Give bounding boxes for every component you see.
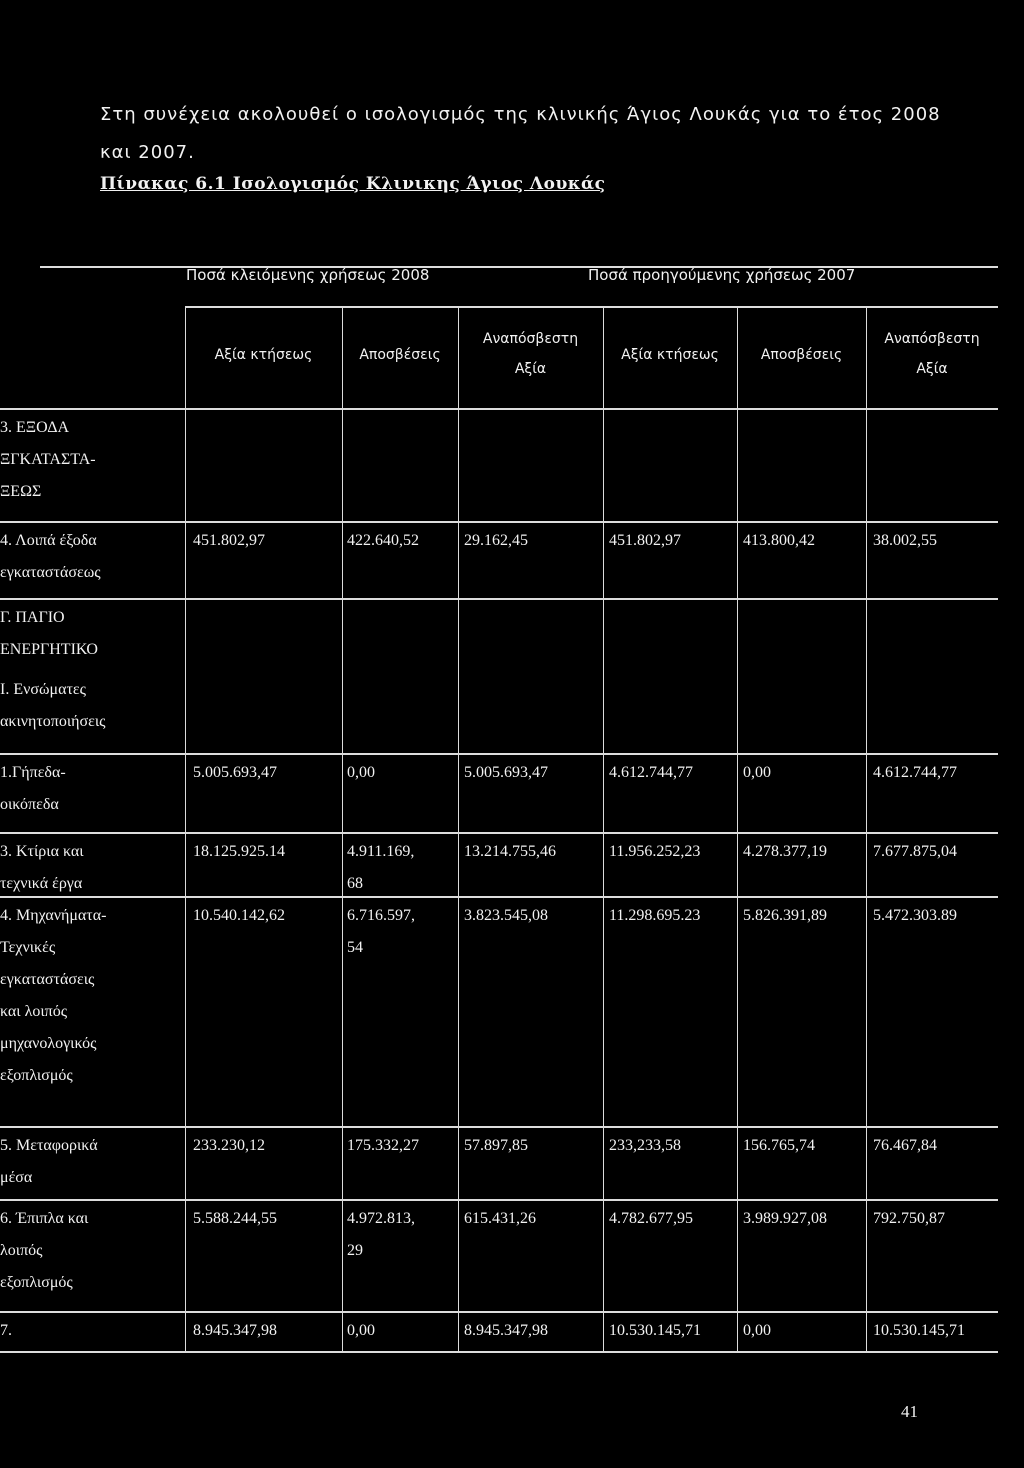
- column-header: Αποσβέσεις: [359, 347, 441, 363]
- table-cell: 11.298.695.23: [609, 907, 701, 924]
- column-header: Αναπόσβεστη Αξία: [482, 331, 579, 377]
- table-cell: 413.800,42: [743, 532, 815, 549]
- table-cell: 175.332,27: [347, 1137, 419, 1154]
- column-header: Αξία κτήσεως: [214, 347, 313, 363]
- table-rule: [0, 832, 998, 834]
- table-rule: [0, 1311, 998, 1313]
- row-label: Γ. ΠΑΓΙΟ ΕΝΕΡΓΗΤΙΚΟ: [0, 609, 98, 658]
- row-label: 7.: [0, 1322, 12, 1339]
- column-rule: [603, 306, 604, 1351]
- column-rule: [458, 306, 459, 1351]
- table-cell: 18.125.925.14: [193, 843, 285, 860]
- table-cell: 57.897,85: [464, 1137, 528, 1154]
- table-cell: 233.230,12: [193, 1137, 265, 1154]
- table-cell: 5.588.244,55: [193, 1210, 277, 1227]
- table-cell: 4.612.744,77: [609, 764, 693, 781]
- table-rule: [0, 753, 998, 755]
- table-caption: Πίνακας 6.1 Ισολογισμός Κλινικης Άγιος Λουκάς: [100, 174, 606, 194]
- table-cell: 4.278.377,19: [743, 843, 827, 860]
- row-label: 6. Έπιπλα και λοιπός εξοπλισμός: [0, 1210, 89, 1291]
- table-cell: 0,00: [347, 764, 375, 781]
- intro-paragraph: Στη συνέχεια ακολουθεί ο ισολογισμός της κλινικής Άγιος Λουκάς για το έτος 2008 και 2007.: [100, 104, 941, 163]
- table-cell: 5.005.693,47: [193, 764, 277, 781]
- table-rule: [0, 408, 998, 410]
- table-cell: 4.612.744,77: [873, 764, 957, 781]
- table-cell: 8.945.347,98: [464, 1322, 548, 1339]
- column-rule: [342, 306, 343, 1351]
- table-cell: 8.945.347,98: [193, 1322, 277, 1339]
- table-cell: 5.005.693,47: [464, 764, 548, 781]
- table-cell: 156.765,74: [743, 1137, 815, 1154]
- table-rule: [40, 266, 998, 268]
- table-cell: 4.972.813, 29: [347, 1210, 415, 1259]
- row-label: Ι. Ενσώματες ακινητοποιήσεις: [0, 681, 106, 730]
- table-rule: [0, 521, 998, 523]
- row-label: 3. ΕΞΟΔΑ ΞΓΚΑΤΑΣΤΑ- ΞΕΩΣ: [0, 419, 96, 500]
- table-cell: 422.640,52: [347, 532, 419, 549]
- row-label: 4. Λοιπά έξοδα εγκαταστάσεως: [0, 532, 101, 581]
- table-cell: 792.750,87: [873, 1210, 945, 1227]
- table-rule: [0, 1126, 998, 1128]
- row-label: 3. Κτίρια και τεχνικά έργα: [0, 843, 84, 892]
- table-cell: 4.782.677,95: [609, 1210, 693, 1227]
- table-cell: 451.802,97: [193, 532, 265, 549]
- table-cell: 615.431,26: [464, 1210, 536, 1227]
- group-header-2008: Ποσά κλειόμενης χρήσεως 2008: [186, 266, 430, 284]
- table-cell: 76.467,84: [873, 1137, 937, 1154]
- table-cell: 451.802,97: [609, 532, 681, 549]
- table-rule: [0, 1351, 998, 1353]
- page-number: 41: [901, 1402, 918, 1421]
- table-cell: 3.989.927,08: [743, 1210, 827, 1227]
- table-cell: 0,00: [347, 1322, 375, 1339]
- row-label: 1.Γήπεδα- οικόπεδα: [0, 764, 66, 813]
- table-cell: 4.911.169, 68: [347, 843, 415, 892]
- table-cell: 3.823.545,08: [464, 907, 548, 924]
- table-cell: 13.214.755,46: [464, 843, 556, 860]
- table-cell: 10.530.145,71: [609, 1322, 701, 1339]
- column-rule: [185, 306, 186, 1351]
- table-cell: 7.677.875,04: [873, 843, 957, 860]
- column-rule: [866, 306, 867, 1351]
- table-cell: 5.472.303.89: [873, 907, 957, 924]
- group-header-2007: Ποσά προηγούμενης χρήσεως 2007: [588, 266, 856, 284]
- row-label: 4. Μηχανήματα- Τεχνικές εγκαταστάσεις και λοιπός μηχανολογικός εξοπλισμός: [0, 907, 107, 1084]
- column-rule: [737, 306, 738, 1351]
- table-cell: 6.716.597, 54: [347, 907, 415, 956]
- column-header: Αναπόσβεστη Αξία: [884, 331, 980, 377]
- table-cell: 10.540.142,62: [193, 907, 285, 924]
- table-rule: [0, 598, 998, 600]
- table-cell: 11.956.252,23: [609, 843, 701, 860]
- table-cell: 0,00: [743, 1322, 771, 1339]
- table-cell: 233,233,58: [609, 1137, 681, 1154]
- table-rule: [185, 306, 998, 308]
- table-cell: 10.530.145,71: [873, 1322, 965, 1339]
- table-rule: [0, 1199, 998, 1201]
- table-cell: 5.826.391,89: [743, 907, 827, 924]
- column-header: Αξία κτήσεως: [621, 347, 719, 363]
- table-cell: 0,00: [743, 764, 771, 781]
- row-label: 5. Μεταφορικά μέσα: [0, 1137, 98, 1186]
- table-cell: 38.002,55: [873, 532, 937, 549]
- column-header: Αποσβέσεις: [760, 347, 843, 363]
- table-cell: 29.162,45: [464, 532, 528, 549]
